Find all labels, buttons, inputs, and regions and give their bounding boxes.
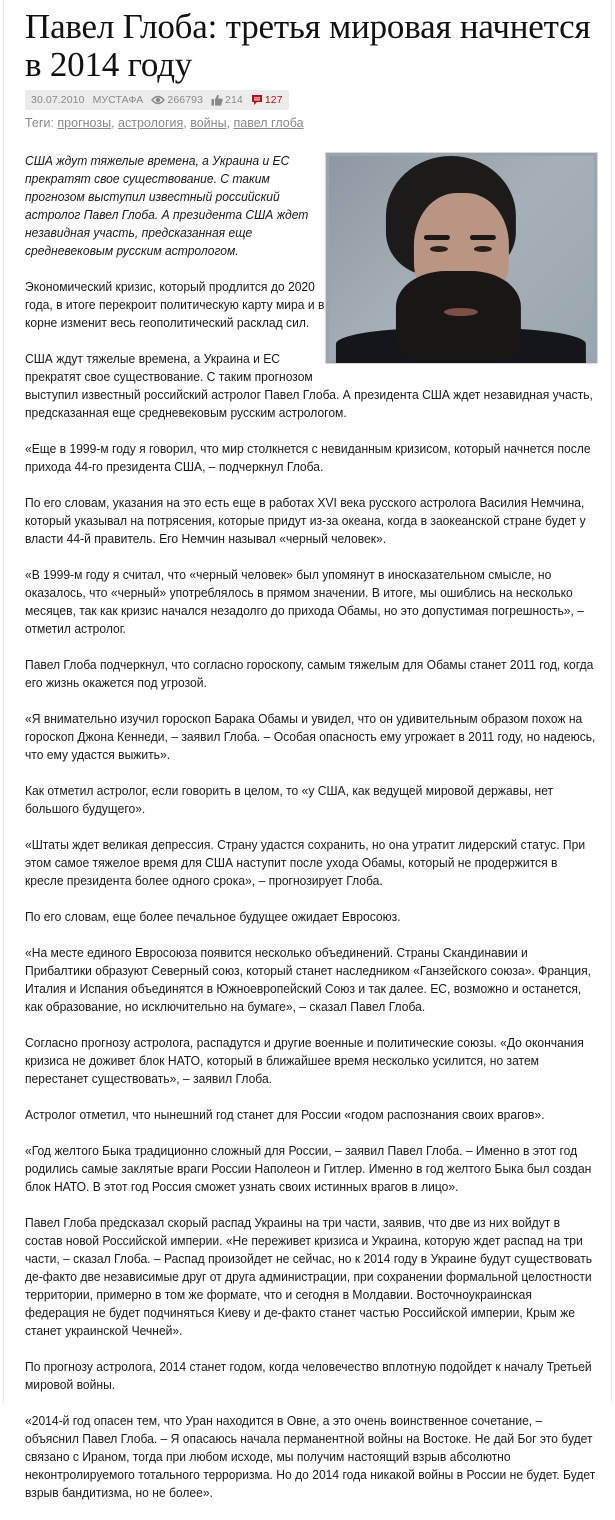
article-paragraph: Павел Глоба подчеркнул, что согласно гороскопу, самым тяжелым для Обамы станет 2011 год, когда его жизнь окажется под угрозой. (25, 657, 594, 690)
article-container (25, 0, 598, 1520)
article-title: Павел Глоба: третья мировая начнется в 2014 году (25, 7, 591, 84)
article-paragraph: «В 1999-м году я считал, что «черный человек» был упомянут в иносказательном смысле, но оказалось, что «черный» употреблялось в прямом значении. В итоге, мы ошиблись на несколько месяцев, так как кризис начался незадолго до прихода Обамы, но это допустимая погрешность», – отметил астролог. (25, 567, 584, 636)
tag-link[interactable]: прогнозы (57, 116, 112, 130)
article-paragraph: Астролог отметил, что нынешний год станет для России «годом распознания своих врагов». (25, 1107, 545, 1122)
thumbs-up-icon (211, 94, 223, 106)
views-counter (151, 94, 203, 106)
tags-label: Теги: (25, 116, 54, 130)
article-paragraph: По прогнозу астролога, 2014 станет годом, когда человечество вплотную подойдет к началу Третьей мировой войны. (25, 1359, 592, 1392)
tag-link[interactable]: войны (190, 116, 227, 130)
likes-count: 214 (225, 94, 243, 106)
article-paragraph: Экономический кризис, который продлится до 2020 года, в итоге перекроит политическую карту мира и в корне изменит весь геополитический расклад сил. (25, 279, 325, 330)
eye-icon (151, 95, 165, 105)
comments-counter[interactable] (251, 94, 283, 106)
article-paragraph: «Я внимательно изучил гороскоп Барака Обамы и увидел, что он удивительным образом похож на гороскоп Джона Кеннеди, – заявил Глоба. – Особая опасность ему угрожает в 2011 году, но надеюсь, что ему удастся выжить». (25, 711, 596, 762)
article-paragraph: «Штаты ждет великая депрессия. Страну удастся сохранить, но она утратит лидерский статус. При этом самое тяжелое время для США наступит после ухода Обамы, который не продержится в кресле президента более одного срока», – прогнозирует Глоба. (25, 837, 586, 888)
author-name[interactable]: МУСТАФА (92, 94, 144, 106)
article-lead: США ждут тяжелые времена, а Украина и ЕС прекратят свое существование. С таким прогнозом выступил известный российский астролог Павел Глоба. А президента США ждет незавидная участь, предсказанная еще средневековым русским астрологом. (25, 153, 309, 258)
article-paragraph: «2014-й год опасен тем, что Уран находится в Овне, а это очень воинственное сочетание, – объяснил Павел Глоба. – Я опасаюсь начала перманентной войны на Востоке. Не дай Бог это будет связано с Ираном, тогда при любом исходе, мы получим настоящий взрыв абсолютно неконтролируемого тотального терроризма. Но до 2014 года никакой войны в России не будет. Будет взрыв бандитизма, но не более». (25, 1413, 596, 1500)
article-paragraph: Павел Глоба предсказал скорый распад Украины на три части, заявив, что две из них войдут в состав новой Российской империи. «Не переживет кризиса и Украина, которую ждет распад на три части, – сказал Глоба. – Распад произойдет не сейчас, но к 2014 году в Украине будут существовать де-факто две независимые друг от друга администрации, при сохранении формальной целостности территории, примерно в том же формате, что и сегодня в Молдавии. Восточноукраинская федерация не будет подчиняться Киеву и де-факто станет частью Российской империи, Крым же станет украинской Чечней». (25, 1215, 593, 1338)
article-paragraph: Согласно прогнозу астролога, распадутся и другие военные и политические союзы. «До окончания кризиса не доживет блок НАТО, который в ближайшее время несколько усилится, но затем перестанет существовать», – заявил Глоба. (25, 1035, 584, 1086)
article-paragraph: «Еще в 1999-м году я говорил, что мир столкнется с невиданным кризисом, который начнется после прихода 44-го президента США, – подчеркнул Глоба. (25, 441, 591, 474)
article-paragraph: США ждут тяжелые времена, а Украина и ЕС прекратят свое существование. С таким прогнозом выступил известный российский астролог Павел Глоба. А президента США ждет незавидная участь, предсказанная еще средневековым русским астрологом. (25, 351, 593, 420)
article-meta-bar (25, 90, 289, 110)
article-paragraph: «Год желтого Быка традиционно сложный для России, – заявил Павел Глоба. – Именно в этот год родились самые заклятые враги России Наполеон и Гитлер. Именно в год желтого Быка был создан блок НАТО. В этот год Россия сможет узнать своих истинных врагов в лицо». (25, 1143, 592, 1194)
comment-icon (251, 94, 263, 106)
article-body (25, 152, 598, 1502)
comments-count: 127 (264, 94, 283, 106)
article-paragraph: По его словам, указания на это есть еще в работах XVI века русского астролога Василия Немчина, который указывал на потрясения, которые придут из-за океана, когда в заокеанской стране будет у власти 44-й правитель. Его Немчин называл «черный человек». (25, 495, 586, 546)
article-paragraph: Как отметил астролог, если говорить в целом, то «у США, как ведущей мировой державы, нет большого будущего». (25, 783, 554, 816)
tag-link[interactable]: астрология (118, 116, 184, 130)
page (3, 0, 612, 1500)
publish-date: 30.07.2010 (31, 94, 85, 106)
article-paragraph: «На месте единого Евросоюза появится несколько объединений. Страны Скандинавии и Прибалтики образуют Северный союз, который станет наследником «Ганзейского союза». Франция, Италия и Испания объединятся в Южноевропейский Союз и так далее. ЕС, возможно и останется, как образование, но исключительно на бумаге», – сказал Павел Глоба. (25, 945, 592, 1014)
tag-link[interactable]: павел глоба (233, 116, 304, 130)
article-paragraph: По его словам, еще более печальное будущее ожидает Евросоюз. (25, 909, 401, 924)
likes-counter[interactable] (211, 94, 243, 106)
tags-row: Теги: прогнозы, астрология, войны, павел глоба (25, 116, 304, 130)
article-photo (325, 152, 598, 364)
views-count: 266793 (167, 94, 204, 106)
